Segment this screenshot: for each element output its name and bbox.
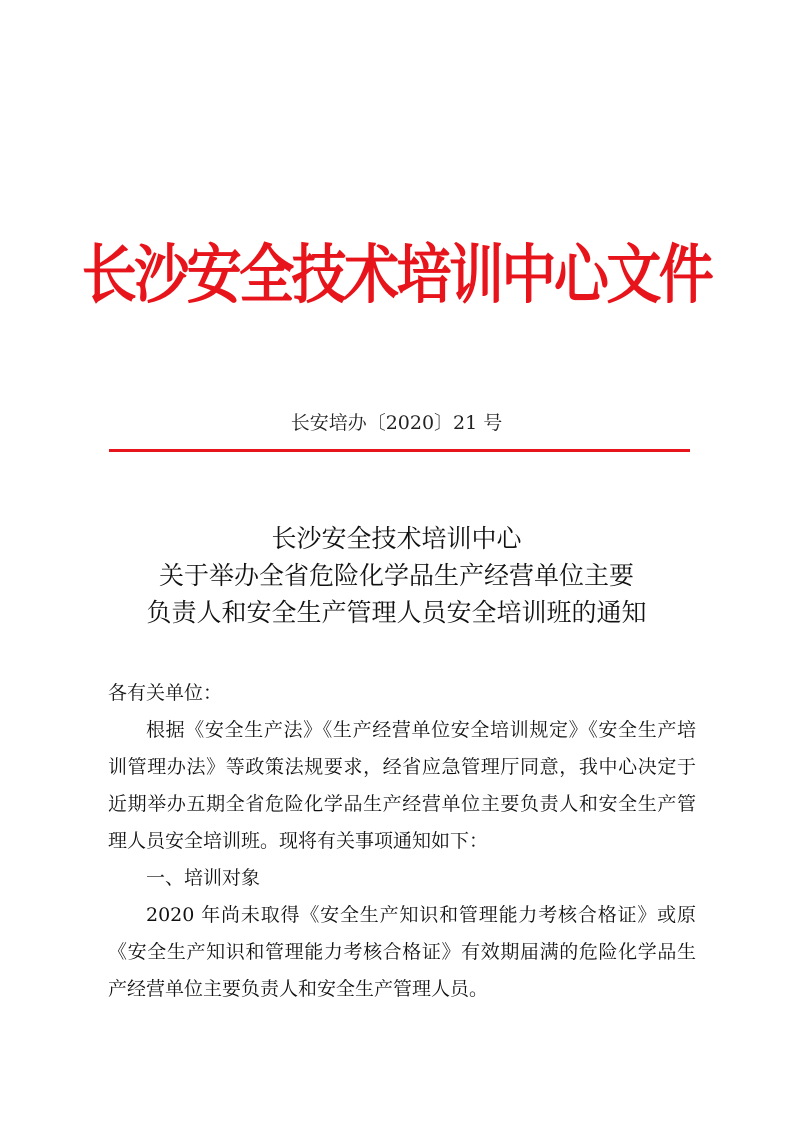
notice-title-line-3: 负责人和安全生产管理人员安全培训班的通知 bbox=[146, 598, 647, 627]
document-number: 长安培办〔2020〕21 号 bbox=[290, 412, 503, 434]
red-divider bbox=[109, 449, 690, 452]
document-header-title: 长沙安全技术培训中心文件 bbox=[81, 239, 712, 313]
notice-title-line-2: 关于举办全省危险化学品生产经营单位主要 bbox=[158, 561, 634, 590]
section-heading-training-targets: 一、培训对象 bbox=[146, 867, 261, 889]
paragraph-training-targets: 2020 年尚未取得《安全生产知识和管理能力考核合格证》或原《安全生产知识和管理能力考核合格证》有效期届满的危险化学品生产经营单位主要负责人和安全生产管理人员。 bbox=[108, 904, 696, 1000]
salutation: 各有关单位： bbox=[108, 682, 223, 704]
notice-title-line-1: 长沙安全技术培训中心 bbox=[271, 524, 522, 553]
notice-body bbox=[108, 675, 696, 1008]
paragraph-intro: 根据《安全生产法》《生产经营单位安全培训规定》《安全生产培训管理办法》等政策法规要求，经省应急管理厅同意，我中心决定于近期举办五期全省危险化学品生产经营单位主要负责人和安全生产管理人员安全培训班。现将有关事项通知如下： bbox=[108, 719, 696, 852]
notice-title bbox=[0, 520, 793, 631]
